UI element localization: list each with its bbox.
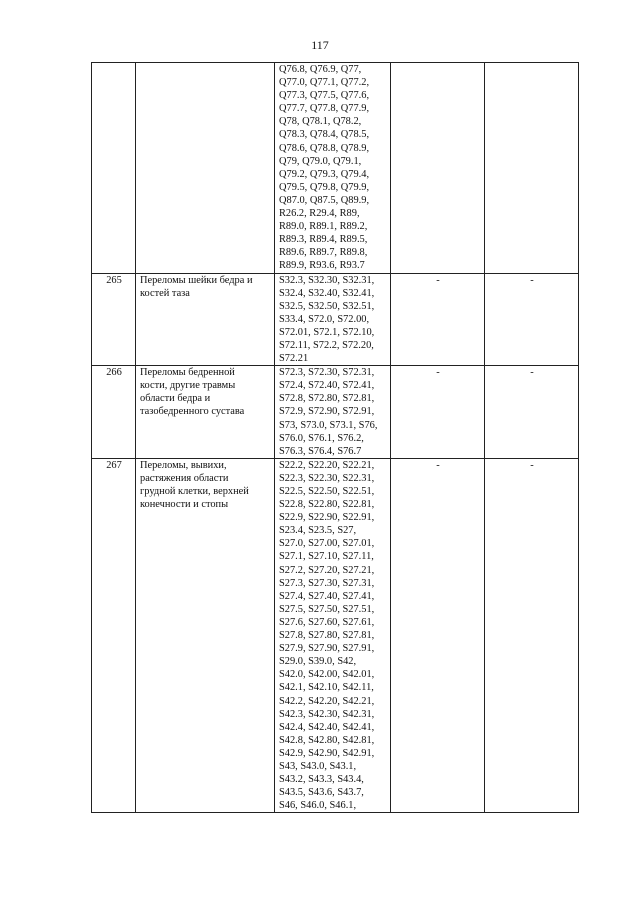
row-col4-cell: -: [391, 458, 485, 813]
cell-text-line: S43.5, S43.6, S43.7,: [279, 787, 364, 799]
cell-text-line: S32.5, S32.50, S32.51,: [279, 300, 375, 312]
cell-text-line: S43, S43.0, S43.1,: [279, 760, 357, 772]
cell-text-line: S27.0, S27.00, S27.01,: [279, 538, 375, 550]
cell-text-line: Q79, Q79.0, Q79.1,: [279, 155, 362, 167]
cell-text-line: S46, S46.0, S46.1,: [279, 800, 357, 812]
cell-text-line: S27.2, S27.20, S27.21,: [279, 564, 375, 576]
cell-text-line: S42.3, S42.30, S42.31,: [279, 708, 375, 720]
cell-text-line: S42.1, S42.10, S42.11,: [279, 682, 374, 694]
table-row-266: [92, 366, 579, 459]
cell-text-line: S43.2, S43.3, S43.4,: [279, 774, 364, 786]
cell-text-line: S22.2, S22.20, S22.21,: [279, 459, 375, 471]
row-col4-cell: -: [391, 273, 485, 366]
row-col5-cell: -: [485, 366, 579, 459]
row-number-cell: [92, 63, 136, 274]
cell-text-line: S72.11, S72.2, S72.20,: [279, 339, 374, 351]
row-col4-cell: -: [391, 366, 485, 459]
row-name-cell: [136, 63, 275, 274]
cell-text-line: S22.3, S22.30, S22.31,: [279, 472, 375, 484]
table-row-265: [92, 273, 579, 366]
cell-text-line: S23.4, S23.5, S27,: [279, 525, 357, 537]
cell-text-line: Q79.5, Q79.8, Q79.9,: [279, 181, 370, 193]
cell-text-line: Переломы бедренной: [140, 367, 235, 379]
cell-text-line: Q78, Q78.1, Q78.2,: [279, 116, 362, 128]
cell-text-line: S72.3, S72.30, S72.31,: [279, 367, 375, 379]
cell-text-line: S33.4, S72.0, S72.00,: [279, 313, 370, 325]
cell-text-line: Q79.2, Q79.3, Q79.4,: [279, 168, 370, 180]
cell-text-line: S42.4, S42.40, S42.41,: [279, 721, 375, 733]
cell-text-line: S27.3, S27.30, S27.31,: [279, 577, 375, 589]
cell-text-line: S32.3, S32.30, S32.31,: [279, 274, 375, 286]
cell-text-line: Q77.7, Q77.8, Q77.9,: [279, 103, 370, 115]
diagnosis-table: [91, 62, 579, 813]
cell-text-line: Q77.3, Q77.5, Q77.6,: [279, 90, 370, 102]
table-row-0: [92, 63, 579, 274]
cell-text-line: S72.8, S72.80, S72.81,: [279, 393, 375, 405]
cell-text-line: Переломы, вывихи,: [140, 459, 227, 471]
cell-text-line: S42.8, S42.80, S42.81,: [279, 734, 375, 746]
cell-text-line: S76.0, S76.1, S76.2,: [279, 432, 364, 444]
row-col4-cell: [391, 63, 485, 274]
row-name-cell: [136, 458, 275, 813]
cell-text-line: S27.6, S27.60, S27.61,: [279, 616, 375, 628]
cell-text-line: S42.0, S42.00, S42.01,: [279, 669, 375, 681]
cell-text-line: растяжения области: [140, 472, 229, 484]
cell-text-line: S27.8, S27.80, S27.81,: [279, 630, 375, 642]
cell-text-line: S72.4, S72.40, S72.41,: [279, 380, 375, 392]
cell-text-line: S72.01, S72.1, S72.10,: [279, 326, 375, 338]
cell-text-line: S72.9, S72.90, S72.91,: [279, 406, 375, 418]
row-col5-cell: -: [485, 458, 579, 813]
table-row-267: [92, 458, 579, 813]
cell-text-line: кости, другие травмы: [140, 380, 236, 392]
cell-text-line: S72.21: [279, 353, 309, 365]
cell-text-line: S42.9, S42.90, S42.91,: [279, 747, 375, 759]
row-col5-cell: [485, 63, 579, 274]
cell-text-line: R89.6, R89.7, R89.8,: [279, 247, 368, 259]
row-number-cell: 267: [92, 458, 136, 813]
cell-text-line: Q78.6, Q78.8, Q78.9,: [279, 142, 370, 154]
cell-text-line: S27.1, S27.10, S27.11,: [279, 551, 374, 563]
cell-text-line: Q77.0, Q77.1, Q77.2,: [279, 77, 370, 89]
page-number: 117: [311, 38, 329, 52]
cell-text-line: S27.4, S27.40, S27.41,: [279, 590, 375, 602]
cell-text-line: Q78.3, Q78.4, Q78.5,: [279, 129, 370, 141]
cell-text-line: Q76.8, Q76.9, Q77,: [279, 64, 362, 75]
row-name-cell: [136, 366, 275, 459]
row-name-cell: [136, 273, 275, 366]
cell-text-line: Q87.0, Q87.5, Q89.9,: [279, 194, 370, 206]
cell-text-line: S22.5, S22.50, S22.51,: [279, 486, 375, 497]
cell-text-line: S32.4, S32.40, S32.41,: [279, 287, 375, 299]
cell-text-line: тазобедренного сустава: [140, 406, 245, 418]
cell-text-line: S76.3, S76.4, S76.7: [279, 445, 362, 457]
cell-text-line: R89.3, R89.4, R89.5,: [279, 234, 368, 246]
cell-text-line: S73, S73.0, S73.1, S76,: [279, 419, 378, 431]
row-codes-cell: [275, 458, 391, 813]
cell-text-line: грудной клетки, верхней: [140, 486, 249, 497]
row-number-cell: 265: [92, 273, 136, 366]
cell-text-line: R89.9, R93.6, R93.7: [279, 260, 365, 272]
cell-text-line: R26.2, R29.4, R89,: [279, 208, 360, 220]
cell-text-line: S42.2, S42.20, S42.21,: [279, 695, 375, 707]
cell-text-line: S22.9, S22.90, S22.91,: [279, 512, 375, 524]
cell-text-line: области бедра и: [140, 393, 211, 405]
cell-text-line: S29.0, S39.0, S42,: [279, 656, 357, 668]
row-codes-cell: [275, 366, 391, 459]
cell-text-line: S22.8, S22.80, S22.81,: [279, 499, 375, 511]
row-codes-cell: [275, 63, 391, 274]
cell-text-line: S27.5, S27.50, S27.51,: [279, 603, 375, 615]
row-number-cell: 266: [92, 366, 136, 459]
cell-text-line: Переломы шейки бедра и: [140, 274, 253, 286]
row-col5-cell: -: [485, 273, 579, 366]
row-codes-cell: [275, 273, 391, 366]
cell-text-line: конечности и стопы: [140, 499, 229, 511]
cell-text-line: R89.0, R89.1, R89.2,: [279, 221, 368, 233]
cell-text-line: костей таза: [140, 287, 190, 299]
table-body: [92, 63, 579, 813]
cell-text-line: S27.9, S27.90, S27.91,: [279, 643, 375, 655]
